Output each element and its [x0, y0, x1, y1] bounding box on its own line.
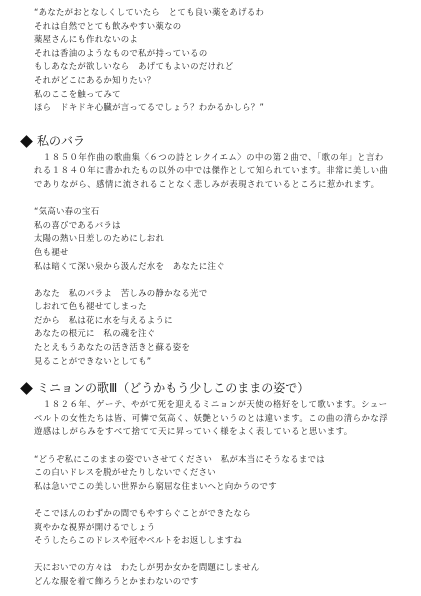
paragraph-line: １８２６年、ゲーテ、やがて死を迎えるミニョンが天使の格好をして歌います。シュー [34, 399, 388, 410]
paragraph-line: ベルトの女性たちは皆、可憐で気高く、妖艶というのとは違います。この曲の清らかな浮 [34, 412, 389, 423]
paragraph-line: でありながら、感情に流されることなく悲しみが表現されているところに惹かれます。 [34, 178, 380, 189]
verse-line: ほら ドキドキ心臓が言ってるでしょう？わかるかしら？” [34, 102, 265, 113]
verse-block [34, 561, 404, 588]
verse-line: しおれて色も褪せてしまった [34, 301, 147, 312]
verse-line: 私のここを触ってみて [34, 88, 121, 99]
document-page [34, 6, 404, 589]
paragraph-line: 遊感はしがらみをすべて捨てて天に昇っていく様をよく表していると思います。 [34, 426, 353, 437]
verse-line: あなた 私のバラよ 苦しみの静かなる光で [34, 287, 208, 298]
verse-line: それがどこにあるか知りたい？ [34, 74, 156, 85]
commentary-paragraph [34, 398, 404, 439]
section-heading [22, 381, 404, 396]
verse-line: 色も褪せ [34, 246, 69, 257]
verse-line: 爽やかな視界が開けるでしょう [34, 521, 156, 532]
verse-line: だから 私は花に水を与えるように [34, 314, 173, 325]
commentary-paragraph [34, 151, 404, 192]
verse-line: 太陽の熱い日差しのためにしおれ [34, 233, 165, 244]
verse-block [34, 205, 404, 273]
verse-block [34, 6, 404, 115]
verse-line: それは自然でとても飲みやすい薬なの [34, 20, 182, 31]
verse-block [34, 287, 404, 369]
verse-line: 薬屋さんにも作れないのよ [34, 34, 139, 45]
diamond-bullet-icon [20, 135, 33, 148]
verse-line: この白いドレスを脱がせたりしないでください [34, 467, 216, 478]
verse-line: 天においでの方々は わたしが男か女かを問題にしません [34, 562, 260, 573]
verse-line: そこでほんのわずかの間でもやすらぐことができたなら [34, 508, 251, 518]
verse-block [34, 507, 404, 548]
section-title: ミニョンの歌Ⅲ（どうかもう少しこのままの姿で） [37, 381, 310, 396]
section-title: 私のバラ [37, 133, 86, 148]
verse-line: 私の喜びであるバラは [34, 219, 121, 230]
verse-line: “あなたがおとなしくしていたら とても良い薬をあげるわ [34, 7, 265, 17]
verse-line: そうしたらこのドレスや冠やベルトをお返ししますね [34, 535, 242, 546]
verse-line: どんな服を着て飾ろうとかまわないのです [34, 575, 199, 586]
verse-line: “気高い春の宝石 [34, 206, 100, 217]
verse-block [34, 453, 404, 494]
verse-line: 私は急いでこの美しい世界から窮屈な住まいへと向かうのです [34, 480, 277, 491]
diamond-bullet-icon [20, 382, 33, 395]
verse-line: たとえもうあなたの活き活きと蘇る姿を [34, 342, 191, 353]
verse-line: “どうぞ私にこのままの姿でいさせてください 私が本当にそうなるまでは [34, 453, 325, 464]
paragraph-line: れる１８４０年に書かれたもの以外の中では傑作として知られています。非常に美しい曲 [34, 165, 389, 176]
section-heading [22, 134, 404, 149]
verse-line: あなたの根元に 私の魂を注ぐ [34, 328, 156, 339]
verse-line: それは香油のようなもので私が持っているの [34, 47, 208, 58]
verse-line: もしあなたが欲しいなら あげてもよいのだけれど [34, 61, 234, 72]
verse-line: 見ることができないとしても” [34, 355, 152, 366]
verse-line: 私は暗くて深い泉から汲んだ水を あなたに注ぐ [34, 260, 225, 271]
paragraph-line: １８５０年作曲の歌曲集〈６つの詩とレクイエム〉の中の第２曲で、「歌の年」と言わ [34, 151, 384, 162]
